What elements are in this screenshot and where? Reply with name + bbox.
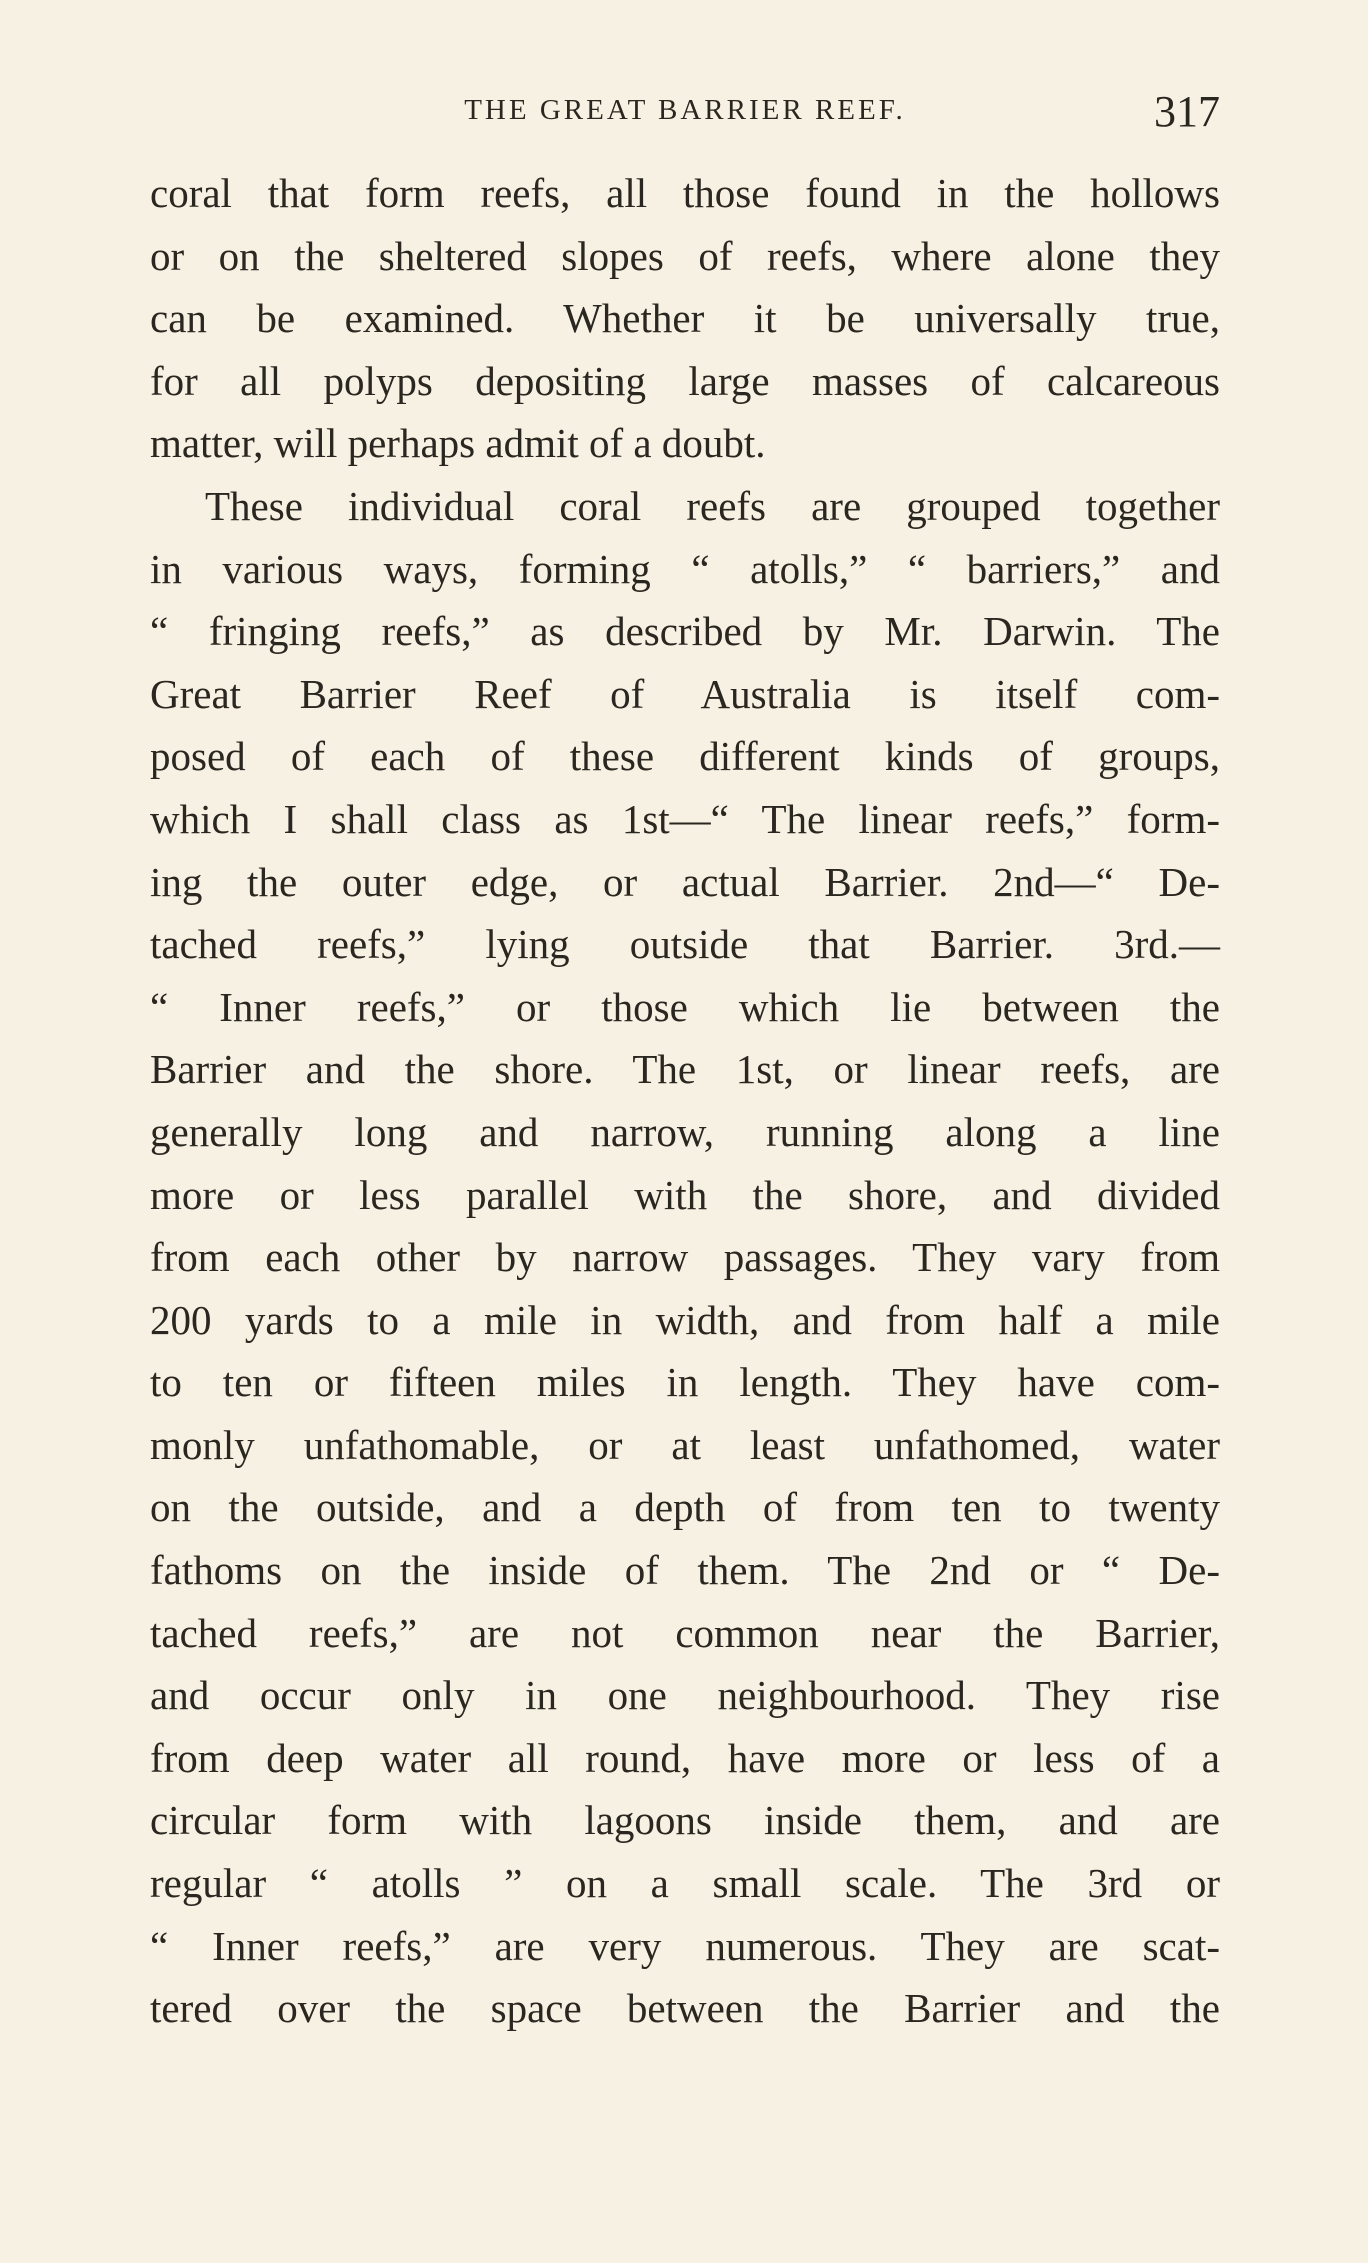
text-line: from deep water all round, have more or less of a [150, 1734, 1220, 1781]
running-head [150, 86, 1220, 146]
text-line: matter, will perhaps admit of a doubt. [150, 420, 766, 467]
text-line: can be examined. Whether it be universally true, [150, 295, 1220, 342]
text-line: ing the outer edge, or actual Barrier. 2nd—“ De- [150, 858, 1220, 905]
text-line: “ Inner reefs,” are very numerous. They are scat- [150, 1922, 1220, 1969]
text-line: more or less parallel with the shore, and divided [150, 1171, 1220, 1218]
text-line: regular “ atolls ” on a small scale. The 3rd or [150, 1860, 1220, 1907]
text-line: coral that form reefs, all those found in the hollows [150, 170, 1220, 216]
body-text [150, 162, 1220, 2040]
text-line: tered over the space between the Barrier and the [150, 1985, 1220, 2032]
text-line: or on the sheltered slopes of reefs, where alone they [150, 232, 1220, 279]
text-line: in various ways, forming “ atolls,” “ barriers,” and [150, 545, 1220, 592]
text-line: from each other by narrow passages. They vary from [150, 1234, 1220, 1281]
text-line: which I shall class as 1st—“ The linear reefs,” form- [150, 795, 1220, 842]
text-line: fathoms on the inside of them. The 2nd or “ De- [150, 1547, 1220, 1594]
text-line: tached reefs,” are not common near the Barrier, [150, 1609, 1220, 1656]
text-line: to ten or fifteen miles in length. They have com- [150, 1359, 1220, 1406]
text-line: monly unfathomable, or at least unfathomed, water [150, 1421, 1220, 1468]
text-line: generally long and narrow, running along a line [150, 1108, 1220, 1155]
text-line: These individual coral reefs are grouped together [205, 482, 1220, 529]
text-line: “ fringing reefs,” as described by Mr. Darwin. The [150, 608, 1220, 655]
page-number: 317 [1154, 87, 1220, 136]
text-line: and occur only in one neighbourhood. They rise [150, 1672, 1220, 1719]
text-line: “ Inner reefs,” or those which lie between the [150, 983, 1220, 1030]
text-line: on the outside, and a depth of from ten to twenty [150, 1484, 1220, 1531]
running-title: THE GREAT BARRIER REEF. [464, 94, 906, 126]
text-line: circular form with lagoons inside them, and are [150, 1797, 1220, 1844]
text-line: Great Barrier Reef of Australia is itself com- [150, 670, 1220, 717]
text-line: Barrier and the shore. The 1st, or linear reefs, are [150, 1046, 1220, 1093]
text-line: for all polyps depositing large masses of calcareous [150, 357, 1220, 404]
text-line: posed of each of these different kinds of groups, [150, 733, 1220, 780]
text-line: tached reefs,” lying outside that Barrier. 3rd.— [150, 921, 1220, 968]
text-line: 200 yards to a mile in width, and from half a mile [150, 1296, 1220, 1343]
